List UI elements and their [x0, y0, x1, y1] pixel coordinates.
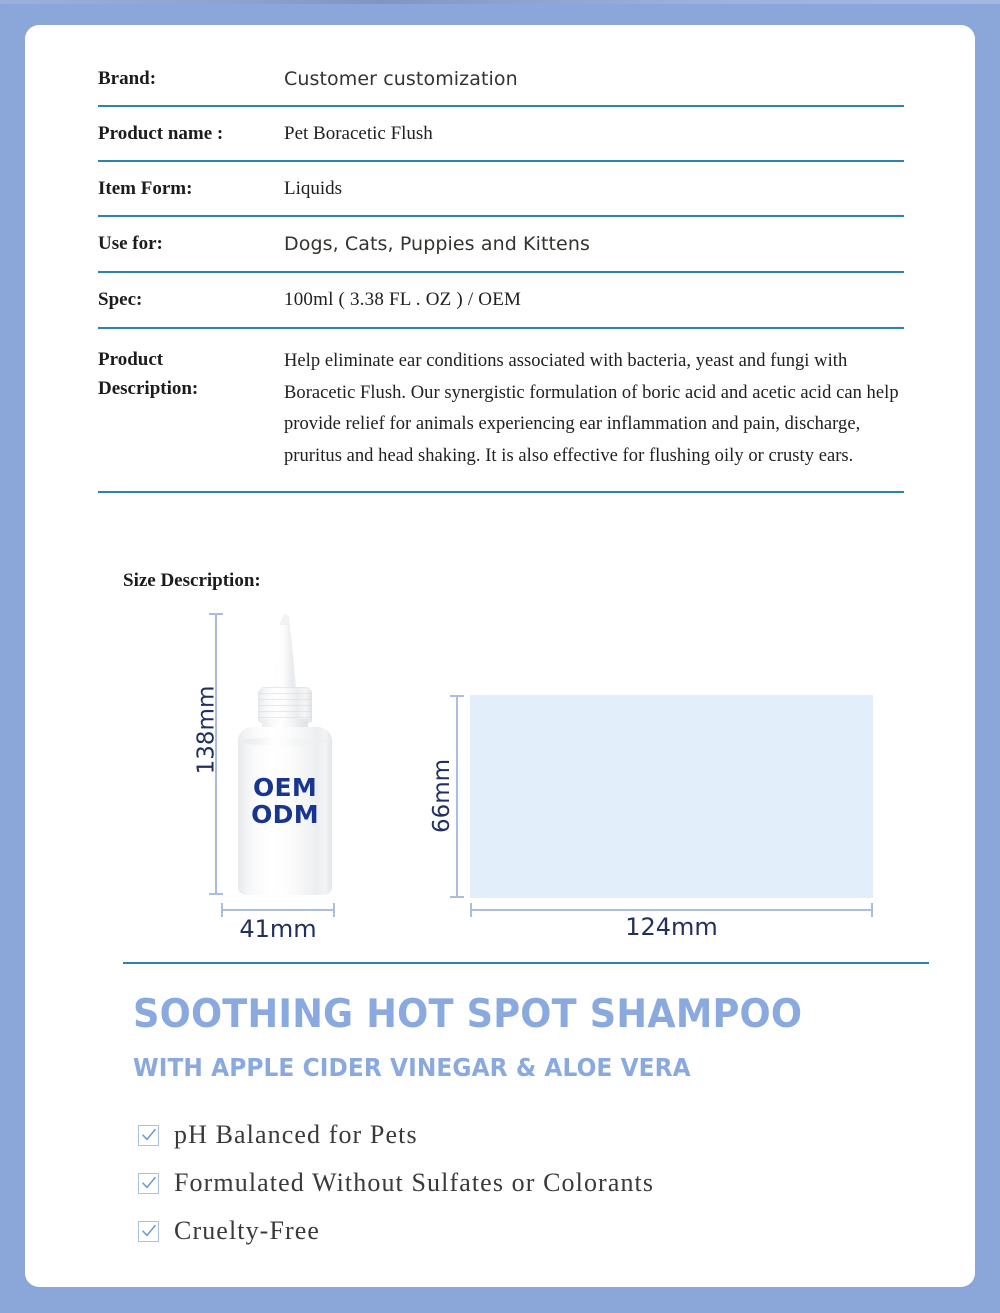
- bottle-shoulder-highlight: [242, 737, 328, 746]
- bottle-brand-text: [238, 775, 332, 829]
- table-row-description: [98, 329, 904, 493]
- feature-list: [138, 1111, 654, 1255]
- promo-subtitle: WITH APPLE CIDER VINEGAR & ALOE VERA: [133, 1053, 691, 1082]
- list-item: [138, 1159, 654, 1207]
- list-item: [138, 1111, 654, 1159]
- label-sheet-rectangle: [470, 695, 873, 898]
- spec-label-spec: Spec:: [98, 288, 143, 310]
- specification-table: [98, 51, 904, 493]
- bottle-nozzle-icon: [269, 615, 301, 691]
- bottle-brand-text-line2: ODM: [251, 799, 319, 829]
- table-row: [98, 273, 904, 329]
- spec-value-spec: 100ml ( 3.38 FL . OZ ) / OEM: [284, 288, 522, 310]
- list-item: [138, 1207, 654, 1255]
- label-sheet-width-label: 124mm: [625, 913, 718, 941]
- promo-divider: [123, 962, 929, 964]
- spec-label-brand: Brand:: [98, 68, 157, 89]
- spec-value-use-for: Dogs, Cats, Puppies and Kittens: [284, 232, 590, 255]
- label-sheet-height-label: 66mm: [429, 758, 456, 834]
- label-sheet-height-dimension-line: [456, 695, 458, 898]
- table-row: [98, 107, 904, 162]
- product-spec-card: [25, 25, 975, 1287]
- spec-label-use-for: Use for:: [98, 232, 163, 254]
- size-description-heading: Size Description:: [123, 570, 261, 591]
- top-edge-band: [0, 0, 1000, 4]
- spec-label-product-name: Product name :: [98, 122, 224, 144]
- checkbox-checked-icon: [138, 1221, 159, 1242]
- promo-title: SOOTHING HOT SPOT SHAMPOO: [133, 992, 803, 1037]
- bottle-width-dimension-line: [221, 909, 335, 911]
- spec-value-product-name: Pet Boracetic Flush: [284, 122, 433, 144]
- spec-label-item-form: Item Form:: [98, 177, 193, 199]
- spec-value-item-form: Liquids: [284, 177, 343, 199]
- spec-label-description-line2: Description:: [98, 377, 199, 399]
- checkbox-checked-icon: [138, 1173, 159, 1194]
- table-row: [98, 162, 904, 217]
- feature-label: Formulated Without Sulfates or Colorants: [174, 1168, 655, 1197]
- feature-label: pH Balanced for Pets: [174, 1120, 418, 1149]
- spec-value-description: Help eliminate ear conditions associated with bacteria, yeast and fungi with Boracetic Flush. Our synergistic formulation of boric acid and acetic acid can help provide relief for animals experiencing ear inflammation and pain, discharge, pruritus and head shaking. It is also effective for flushing oily or crusty ears.: [284, 350, 899, 467]
- spec-label-description-line1: Product: [98, 348, 164, 370]
- bottle-brand-text-line1: OEM: [252, 773, 318, 802]
- table-row: [98, 217, 904, 273]
- spec-value-brand: Customer customization: [284, 68, 518, 90]
- bottle-illustration: [238, 615, 332, 895]
- checkbox-checked-icon: [138, 1125, 159, 1146]
- bottle-height-label: 138mm: [193, 685, 220, 775]
- feature-label: Cruelty-Free: [174, 1216, 321, 1245]
- spec-label-description: [98, 346, 284, 404]
- label-sheet-width-dimension-line: [470, 909, 873, 911]
- table-row: [98, 51, 904, 107]
- bottle-width-label: 41mm: [239, 915, 317, 943]
- bottle-cap-collar-icon: [258, 687, 312, 723]
